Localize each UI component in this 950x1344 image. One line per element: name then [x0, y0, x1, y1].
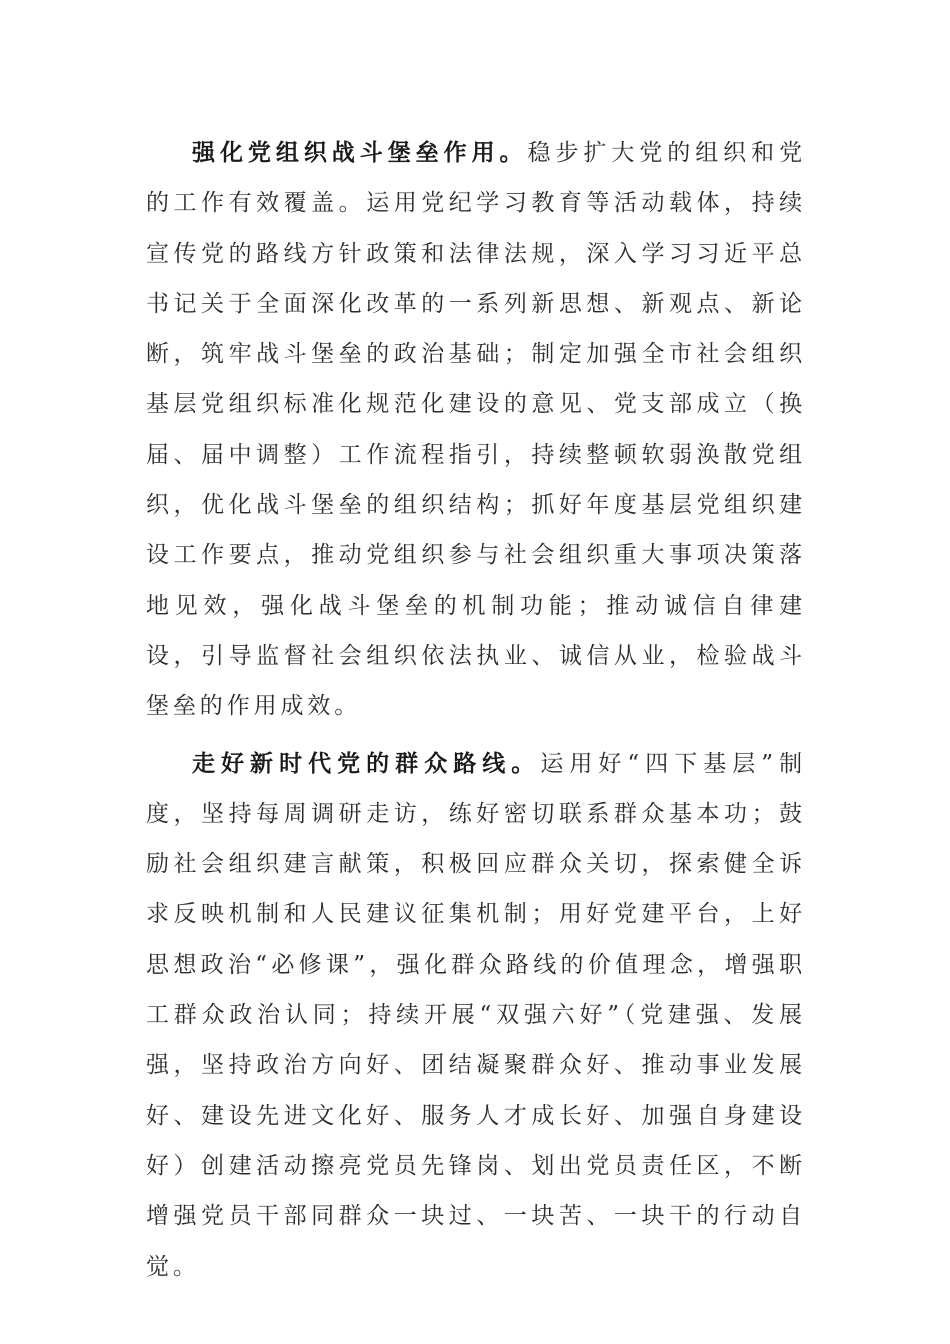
paragraph-party-organization: [146, 128, 806, 732]
document-page: [146, 128, 806, 1299]
paragraph-body: 稳步扩大党的组织和党的工作有效覆盖。运用党纪学习教育等活动载体，持续宣传党的路线方针政策和法律法规，深入学习习近平总书记关于全面深化改革的一系列新思想、新观点、新论断，筑牢战斗堡垒的政治基础；制定加强全市社会组织基层党组织标准化规范化建设的意见、党支部成立（换届、届中调整）工作流程指引，持续整顿软弱涣散党组织，优化战斗堡垒的组织结构；抓好年度基层党组织建设工作要点，推动党组织参与社会组织重大事项决策落地见效，强化战斗堡垒的机制功能；推动诚信自律建设，引导监督社会组织依法执业、诚信从业，检验战斗堡垒的作用成效。: [146, 140, 806, 720]
paragraph-mass-line: [146, 739, 806, 1292]
paragraph-title: 走好新时代党的群众路线。: [192, 749, 541, 777]
paragraph-body: 运用好“四下基层”制度，坚持每周调研走访，练好密切联系群众基本功；鼓励社会组织建言献策，积极回应群众关切，探索健全诉求反映机制和人民建议征集机制；用好党建平台，上好思想政治“必修课”，强化群众路线的价值理念，增强职工群众政治认同；持续开展“双强六好”（党建强、发展强，坚持政治方向好、团结凝聚群众好、推动事业发展好、建设先进文化好、服务人才成长好、加强自身建设好）创建活动擦亮党员先锋岗、划出党员责任区，不断增强党员干部同群众一块过、一块苦、一块干的行动自觉。: [146, 750, 806, 1280]
paragraph-title: 强化党组织战斗堡垒作用。: [192, 139, 528, 166]
